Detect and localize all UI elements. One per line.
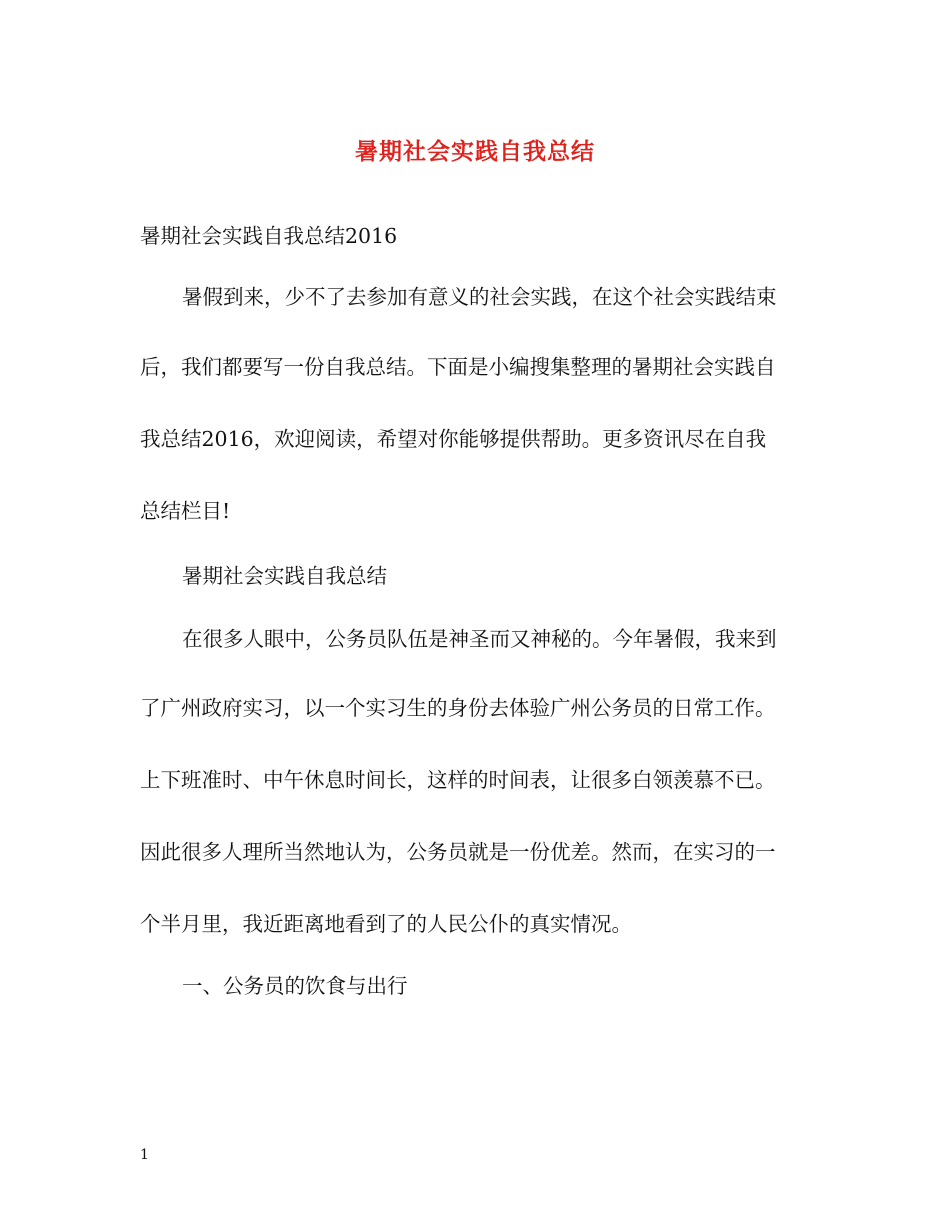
section-heading: 暑期社会实践自我总结 <box>182 564 387 588</box>
subtitle-line: 暑期社会实践自我总结2016 <box>140 224 398 248</box>
subsection-heading: 一、公务员的饮食与出行 <box>182 974 408 998</box>
paragraph-1-line-4: 总结栏目! <box>140 499 231 523</box>
paragraph-2-line-5: 个半月里，我近距离地看到了的人民公仆的真实情况。 <box>140 912 632 936</box>
paragraph-2-line-2: 了广州政府实习，以一个实习生的身份去体验广州公务员的日常工作。 <box>140 696 776 720</box>
paragraph-2-line-1: 在很多人眼中，公务员队伍是神圣而又神秘的。今年暑假，我来到 <box>182 627 777 651</box>
paragraph-1-line-1: 暑假到来，少不了去参加有意义的社会实践，在这个社会实践结束 <box>182 285 777 309</box>
paragraph-2-line-3: 上下班准时、中午休息时间长，这样的时间表，让很多白领羡慕不已。 <box>140 768 776 792</box>
paragraph-1-line-3: 我总结2016，欢迎阅读，希望对你能够提供帮助。更多资讯尽在自我 <box>140 427 767 451</box>
paragraph-2-line-4: 因此很多人理所当然地认为，公务员就是一份优差。然而，在实习的一 <box>140 840 776 864</box>
paragraph-1-line-2: 后，我们都要写一份自我总结。下面是小编搜集整理的暑期社会实践自 <box>140 355 776 379</box>
page-number: 1 <box>140 1147 149 1163</box>
document-title: 暑期社会实践自我总结 <box>355 138 595 165</box>
